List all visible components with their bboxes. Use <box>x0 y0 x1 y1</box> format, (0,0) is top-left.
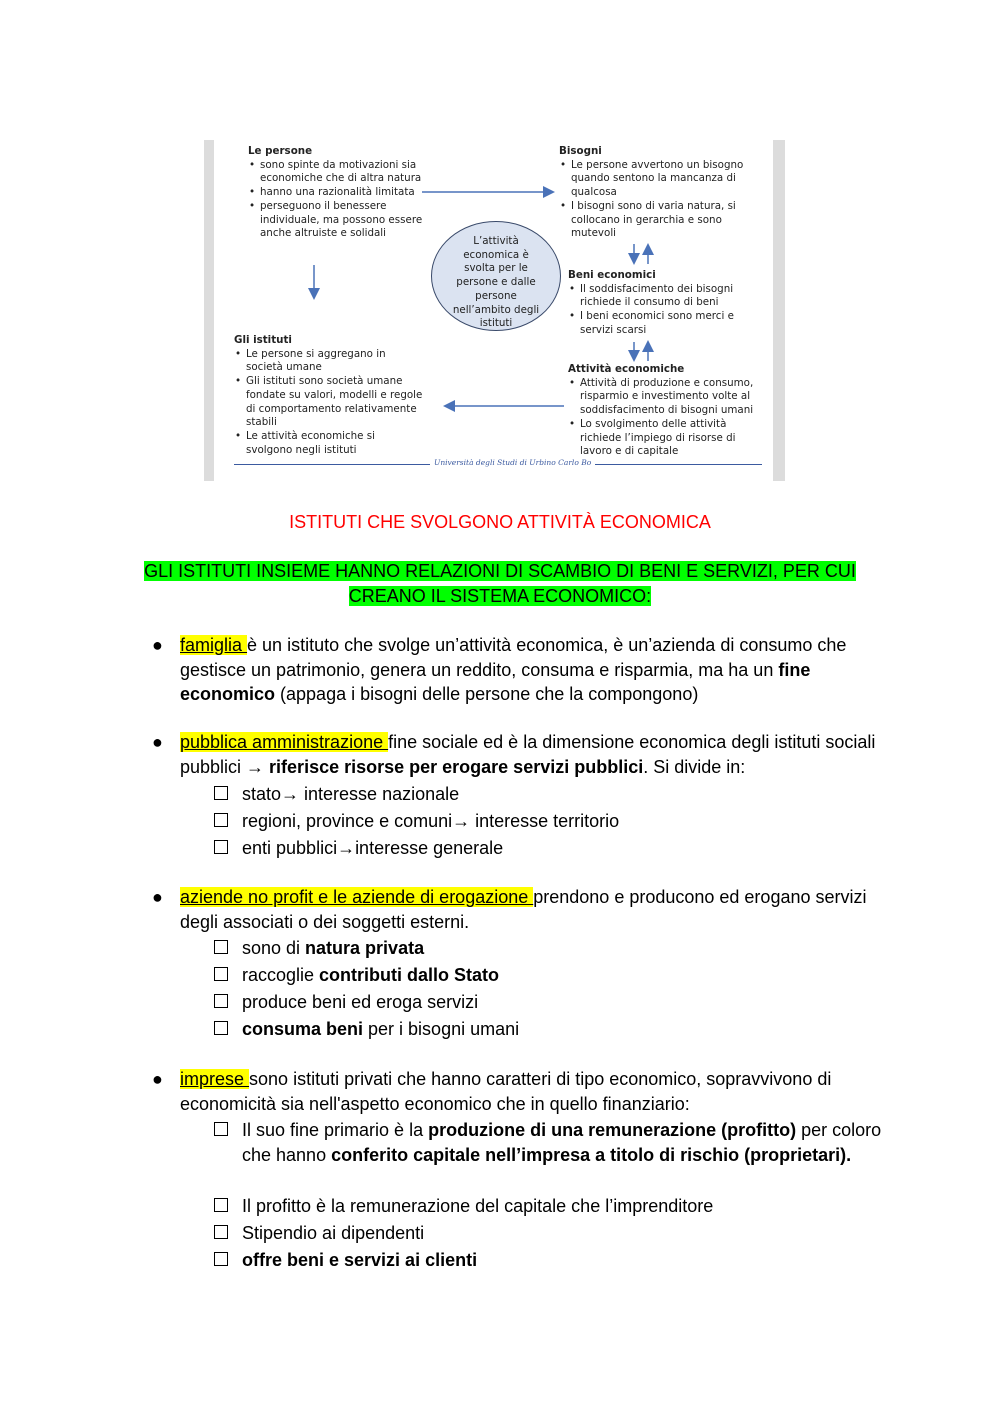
section-title: ISTITUTI CHE SVOLGONO ATTIVITÀ ECONOMICA <box>289 512 711 532</box>
block-attivita-item: • Lo svolgimento delle attività richiede l’impiego di risorse di lavoro e di capitale <box>580 418 758 459</box>
block-attivita-economiche <box>568 363 758 459</box>
pa-bold: riferisce risorse per erogare servizi pubblici <box>269 756 644 777</box>
pa-text-end: . Si divide in: <box>643 756 746 777</box>
bullet-dot: ● <box>152 887 163 907</box>
checkbox-item <box>242 836 882 861</box>
checkbox-label: Il suo fine primario è la <box>242 1120 429 1140</box>
checkbox-label-bold: natura privata <box>305 938 425 958</box>
block-beni-economici <box>568 269 743 338</box>
checkbox-item <box>242 963 882 988</box>
checkbox-icon[interactable] <box>214 994 228 1008</box>
bullet-aziende-no-profit <box>152 885 880 934</box>
block-beni-title: Beni economici <box>568 269 656 281</box>
bullet-imprese <box>152 1067 880 1116</box>
checkbox-label: per coloro che hanno <box>242 1120 882 1165</box>
block-le-persone-item: • sono spinte da motivazioni sia economiche che di altra natura <box>260 159 428 186</box>
highlighted-heading-line1: GLI ISTITUTI INSIEME HANNO RELAZIONI DI SCAMBIO DI BENI E SERVIZI, PER CUI <box>144 561 856 581</box>
center-text: L’attività economica è svolta per le persone e dalle persone nell’ambito degli istituti <box>452 235 540 330</box>
checkbox-label: per i bisogni umani <box>363 1019 520 1039</box>
block-gli-istituti <box>234 334 424 457</box>
checkbox-item <box>242 1248 882 1273</box>
block-bisogni-title: Bisogni <box>559 145 602 157</box>
checkbox-item <box>242 809 882 834</box>
center-circle-text <box>431 235 561 331</box>
block-le-persone-item: • hanno una razionalità limitata <box>260 186 428 200</box>
checkbox-label: produce beni ed eroga servizi <box>242 992 479 1012</box>
block-le-persone <box>248 145 428 241</box>
checkbox-label: enti pubblici→interesse generale <box>242 838 504 858</box>
checkbox-label: Il profitto è la remunerazione del capitale che l’imprenditore <box>242 1196 714 1216</box>
checkbox-icon[interactable] <box>214 967 228 981</box>
imprese-text: sono istituti privati che hanno caratteri di tipo economico, sopravvivono di economicità sia nell'aspetto economico che in quello finanziario: <box>180 1069 832 1114</box>
block-bisogni <box>559 145 749 241</box>
term-famiglia: famiglia <box>180 635 248 655</box>
checkbox-label-bold: produzione di una remunerazione (profitto) <box>428 1120 797 1140</box>
block-istituti-item: • Le persone si aggregano in società umane <box>246 348 424 375</box>
diagram-canvas <box>214 140 773 481</box>
checkbox-icon[interactable] <box>214 1252 228 1266</box>
checkbox-item <box>242 1221 882 1246</box>
checkbox-label: sono di <box>242 938 306 958</box>
checkbox-label-bold: conferito capitale nell’impresa a titolo di rischio (proprietari). <box>331 1145 852 1165</box>
checkbox-item <box>242 1118 882 1168</box>
block-attivita-title: Attività economiche <box>568 363 685 375</box>
highlighted-heading <box>130 559 870 609</box>
checkbox-label-bold: offre beni e servizi ai clienti <box>242 1250 478 1270</box>
checkbox-label: regioni, province e comuni→ interesse territorio <box>242 811 620 831</box>
block-istituti-title: Gli istituti <box>234 334 292 346</box>
block-bisogni-item: • Le persone avvertono un bisogno quando sentono la mancanza di qualcosa <box>571 159 749 200</box>
checkbox-item <box>242 1017 882 1042</box>
checkbox-icon[interactable] <box>214 940 228 954</box>
checkbox-label: raccoglie <box>242 965 320 985</box>
block-beni-item: • I beni economici sono merci e servizi scarsi <box>580 310 743 337</box>
checkbox-item <box>242 1194 882 1219</box>
noprofit-text: prendono e producono ed erogano servizi degli associati o dei soggetti esterni. <box>180 887 867 932</box>
bullet-famiglia <box>152 633 880 707</box>
term-aziende-no-profit: aziende no profit e le aziende di erogazione <box>180 887 534 907</box>
bullet-dot: ● <box>152 732 163 752</box>
term-imprese: imprese <box>180 1069 250 1089</box>
checkbox-icon[interactable] <box>214 813 228 827</box>
famiglia-bold: fine economico <box>180 659 811 704</box>
term-pubblica-amministrazione: pubblica amministrazione <box>180 732 389 752</box>
checkbox-icon[interactable] <box>214 786 228 800</box>
highlighted-heading-line2: CREANO IL SISTEMA ECONOMICO: <box>348 586 652 606</box>
bullet-dot: ● <box>152 635 163 655</box>
checkbox-item <box>242 782 882 807</box>
checkbox-label: stato→ interesse nazionale <box>242 784 460 804</box>
block-istituti-item: • Le attività economiche si svolgono negli istituti <box>246 430 424 457</box>
checkbox-label-bold: consuma beni <box>242 1019 364 1039</box>
checkbox-icon[interactable] <box>214 1225 228 1239</box>
checkbox-icon[interactable] <box>214 840 228 854</box>
checkbox-item <box>242 936 882 961</box>
famiglia-text-end: (appaga i bisogni delle persone che la compongono) <box>275 684 699 704</box>
famiglia-text: è un istituto che svolge un’attività economica, è un’azienda di consumo che gestisce un patrimonio, genera un reddito, consuma e risparmia, ma ha un <box>180 635 847 680</box>
checkbox-label-bold: contributi dallo Stato <box>319 965 500 985</box>
block-attivita-item: • Attività di produzione e consumo, risparmio e investimento volte al soddisfacimento di bisogni umani <box>580 377 758 418</box>
university-footer: Università degli Studi di Urbino Carlo Bo <box>430 458 595 467</box>
bullet-pubblica-amministrazione <box>152 730 880 779</box>
checkbox-icon[interactable] <box>214 1021 228 1035</box>
block-istituti-item: • Gli istituti sono società umane fondate su valori, modelli e regole di comportamento relativamente stabili <box>246 375 424 430</box>
block-le-persone-item: • perseguono il benessere individuale, ma possono essere anche altruiste e solidali <box>260 200 428 241</box>
pa-text: fine sociale ed è la dimensione economica degli istituti sociali pubblici → <box>180 732 876 777</box>
diagram-image <box>204 140 785 481</box>
checkbox-icon[interactable] <box>214 1122 228 1136</box>
block-bisogni-item: • I bisogni sono di varia natura, si collocano in gerarchia e sono mutevoli <box>571 200 749 241</box>
block-beni-item: • Il soddisfacimento dei bisogni richiede il consumo di beni <box>580 283 743 310</box>
checkbox-item <box>242 990 882 1015</box>
bullet-dot: ● <box>152 1069 163 1089</box>
checkbox-label: Stipendio ai dipendenti <box>242 1223 425 1243</box>
block-le-persone-title: Le persone <box>248 145 313 157</box>
checkbox-icon[interactable] <box>214 1198 228 1212</box>
